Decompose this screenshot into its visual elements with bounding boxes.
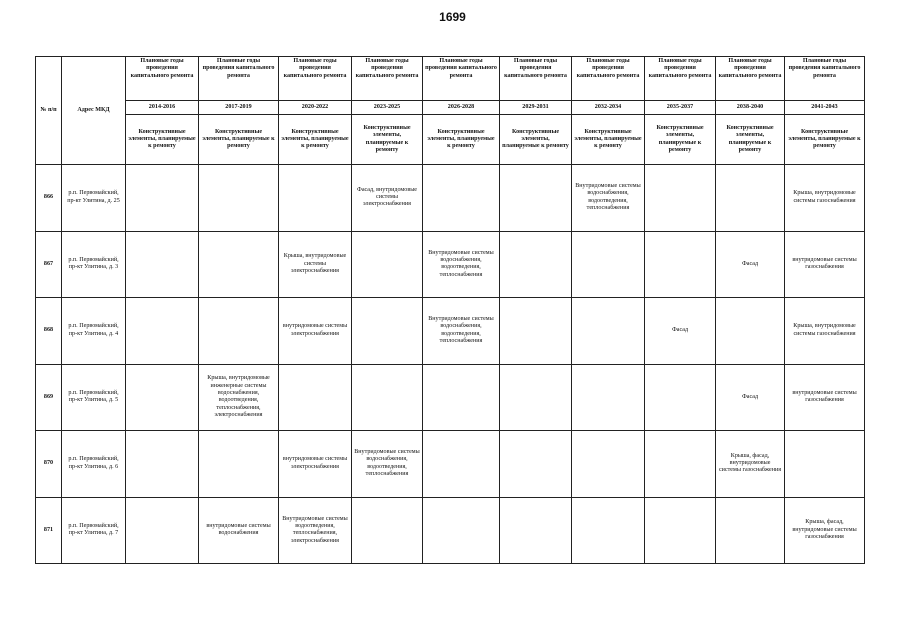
header-sub-label: Конструктивные элементы, планируемые к ремонту <box>645 115 716 165</box>
repair-cell: Внутридомовые системы водоснабжения, водоотведения, теплоснабжения <box>423 231 500 298</box>
repair-cell: Фасад <box>645 298 716 365</box>
repair-cell <box>500 364 572 431</box>
repair-cell: Внутридомовые системы водоснабжения, водоотведения, теплоснабжения <box>423 298 500 365</box>
repair-cell <box>126 231 199 298</box>
repair-cell <box>423 165 500 232</box>
capital-repair-plan-table <box>35 56 865 564</box>
header-years: 2014-2016 <box>126 101 199 115</box>
repair-cell <box>199 165 279 232</box>
repair-cell <box>572 364 645 431</box>
header-row-years <box>36 101 865 115</box>
repair-cell: Фасад, внутридомовые системы электроснабжения <box>352 165 423 232</box>
repair-cell: Внутридомовые системы водоотведения, теплоснабжения, электроснабжения <box>279 497 352 564</box>
header-period-title: Плановые годы проведения капитального ремонта <box>423 57 500 101</box>
row-number: 871 <box>36 497 62 564</box>
repair-cell <box>279 364 352 431</box>
repair-cell <box>500 431 572 498</box>
row-address: р.п. Первомайский, пр-кт Улитина, д. 5 <box>62 364 126 431</box>
table-row <box>36 298 865 365</box>
repair-cell: внутридомовые системы газоснабжения <box>785 231 865 298</box>
row-number: 869 <box>36 364 62 431</box>
header-years: 2017-2019 <box>199 101 279 115</box>
table-row <box>36 431 865 498</box>
repair-cell <box>645 497 716 564</box>
repair-cell <box>716 165 785 232</box>
repair-cell <box>645 431 716 498</box>
header-sub-label: Конструктивные элементы, планируемые к ремонту <box>199 115 279 165</box>
table-row <box>36 497 865 564</box>
header-years: 2026-2028 <box>423 101 500 115</box>
table-row <box>36 165 865 232</box>
header-period-title: Плановые годы проведения капитального ремонта <box>279 57 352 101</box>
repair-cell <box>352 231 423 298</box>
repair-cell <box>500 497 572 564</box>
repair-cell <box>126 431 199 498</box>
header-years: 2020-2022 <box>279 101 352 115</box>
header-address: Адрес МКД <box>62 57 126 165</box>
row-address: р.п. Первомайский, пр-кт Улитина, д. 6 <box>62 431 126 498</box>
repair-cell <box>716 497 785 564</box>
header-row-periods <box>36 57 865 101</box>
table-row <box>36 364 865 431</box>
header-period-title: Плановые годы проведения капитального ремонта <box>645 57 716 101</box>
repair-cell <box>126 497 199 564</box>
header-sub-label: Конструктивные элементы, планируемые к ремонту <box>423 115 500 165</box>
header-years: 2041-2043 <box>785 101 865 115</box>
header-years: 2038-2040 <box>716 101 785 115</box>
header-years: 2032-2034 <box>572 101 645 115</box>
row-number: 870 <box>36 431 62 498</box>
repair-cell: внутридомовые системы водоснабжения <box>199 497 279 564</box>
repair-cell <box>572 298 645 365</box>
header-period-title: Плановые годы проведения капитального ремонта <box>126 57 199 101</box>
header-sub-label: Конструктивные элементы, планируемые к ремонту <box>352 115 423 165</box>
repair-cell <box>572 431 645 498</box>
repair-cell <box>500 231 572 298</box>
header-period-title: Плановые годы проведения капитального ремонта <box>572 57 645 101</box>
repair-cell <box>423 364 500 431</box>
header-period-title: Плановые годы проведения капитального ремонта <box>352 57 423 101</box>
page-number: 1699 <box>439 10 466 24</box>
header-sub-label: Конструктивные элементы, планируемые к ремонту <box>500 115 572 165</box>
header-sub-label: Конструктивные элементы, планируемые к ремонту <box>716 115 785 165</box>
repair-cell: Крыша, внутридомовые системы газоснабжения <box>785 165 865 232</box>
repair-cell <box>572 231 645 298</box>
header-period-title: Плановые годы проведения капитального ремонта <box>785 57 865 101</box>
header-sub-label: Конструктивные элементы, планируемые к ремонту <box>572 115 645 165</box>
repair-cell: Крыша, фасад, внутридомовые системы газоснабжения <box>785 497 865 564</box>
repair-cell: Фасад <box>716 231 785 298</box>
repair-cell <box>126 165 199 232</box>
repair-cell <box>352 497 423 564</box>
header-sub-label: Конструктивные элементы, планируемые к ремонту <box>126 115 199 165</box>
repair-cell: Внутридомовые системы водоснабжения, водоотведения, теплоснабжения <box>352 431 423 498</box>
row-address: р.п. Первомайский, пр-кт Улитина, д. 4 <box>62 298 126 365</box>
repair-cell: внутридомовые системы электроснабжения <box>279 298 352 365</box>
repair-cell <box>423 497 500 564</box>
repair-cell <box>199 298 279 365</box>
repair-cell: Крыша, внутридомовые системы электроснабжения <box>279 231 352 298</box>
repair-cell <box>199 231 279 298</box>
header-period-title: Плановые годы проведения капитального ремонта <box>199 57 279 101</box>
row-number: 868 <box>36 298 62 365</box>
repair-cell <box>352 298 423 365</box>
row-address: р.п. Первомайский, пр-кт Улитина, д. 3 <box>62 231 126 298</box>
repair-cell: Крыша, внутридомовые инженерные системы водоснабжения, водоотведения, теплоснабжения, электроснабжения <box>199 364 279 431</box>
table-row <box>36 231 865 298</box>
header-period-title: Плановые годы проведения капитального ремонта <box>500 57 572 101</box>
header-years: 2035-2037 <box>645 101 716 115</box>
row-number: 867 <box>36 231 62 298</box>
repair-cell <box>716 298 785 365</box>
header-sub-label: Конструктивные элементы, планируемые к ремонту <box>785 115 865 165</box>
header-row-sub <box>36 115 865 165</box>
header-years: 2029-2031 <box>500 101 572 115</box>
repair-cell <box>500 165 572 232</box>
row-address: р.п. Первомайский, пр-кт Улитина, д. 7 <box>62 497 126 564</box>
repair-cell <box>645 364 716 431</box>
repair-cell <box>352 364 423 431</box>
header-period-title: Плановые годы проведения капитального ремонта <box>716 57 785 101</box>
repair-cell <box>500 298 572 365</box>
row-number: 866 <box>36 165 62 232</box>
repair-cell <box>423 431 500 498</box>
repair-cell <box>199 431 279 498</box>
header-num: № п/п <box>36 57 62 165</box>
repair-cell <box>645 231 716 298</box>
row-address: р.п. Первомайский, пр-кт Улитина, д. 25 <box>62 165 126 232</box>
repair-cell: Крыша, фасад, внутридомовые системы газоснабжения <box>716 431 785 498</box>
repair-cell: Крыша, внутридомовые системы газоснабжения <box>785 298 865 365</box>
repair-cell <box>785 431 865 498</box>
repair-cell <box>572 497 645 564</box>
repair-cell <box>126 298 199 365</box>
repair-cell: внутридомовые системы электроснабжения <box>279 431 352 498</box>
repair-cell <box>126 364 199 431</box>
header-sub-label: Конструктивные элементы, планируемые к ремонту <box>279 115 352 165</box>
repair-cell <box>645 165 716 232</box>
repair-cell: внутридомовые системы газоснабжения <box>785 364 865 431</box>
header-years: 2023-2025 <box>352 101 423 115</box>
repair-cell: Фасад <box>716 364 785 431</box>
repair-cell <box>279 165 352 232</box>
repair-cell: Внутридомовые системы водоснабжения, водоотведения, теплоснабжения <box>572 165 645 232</box>
